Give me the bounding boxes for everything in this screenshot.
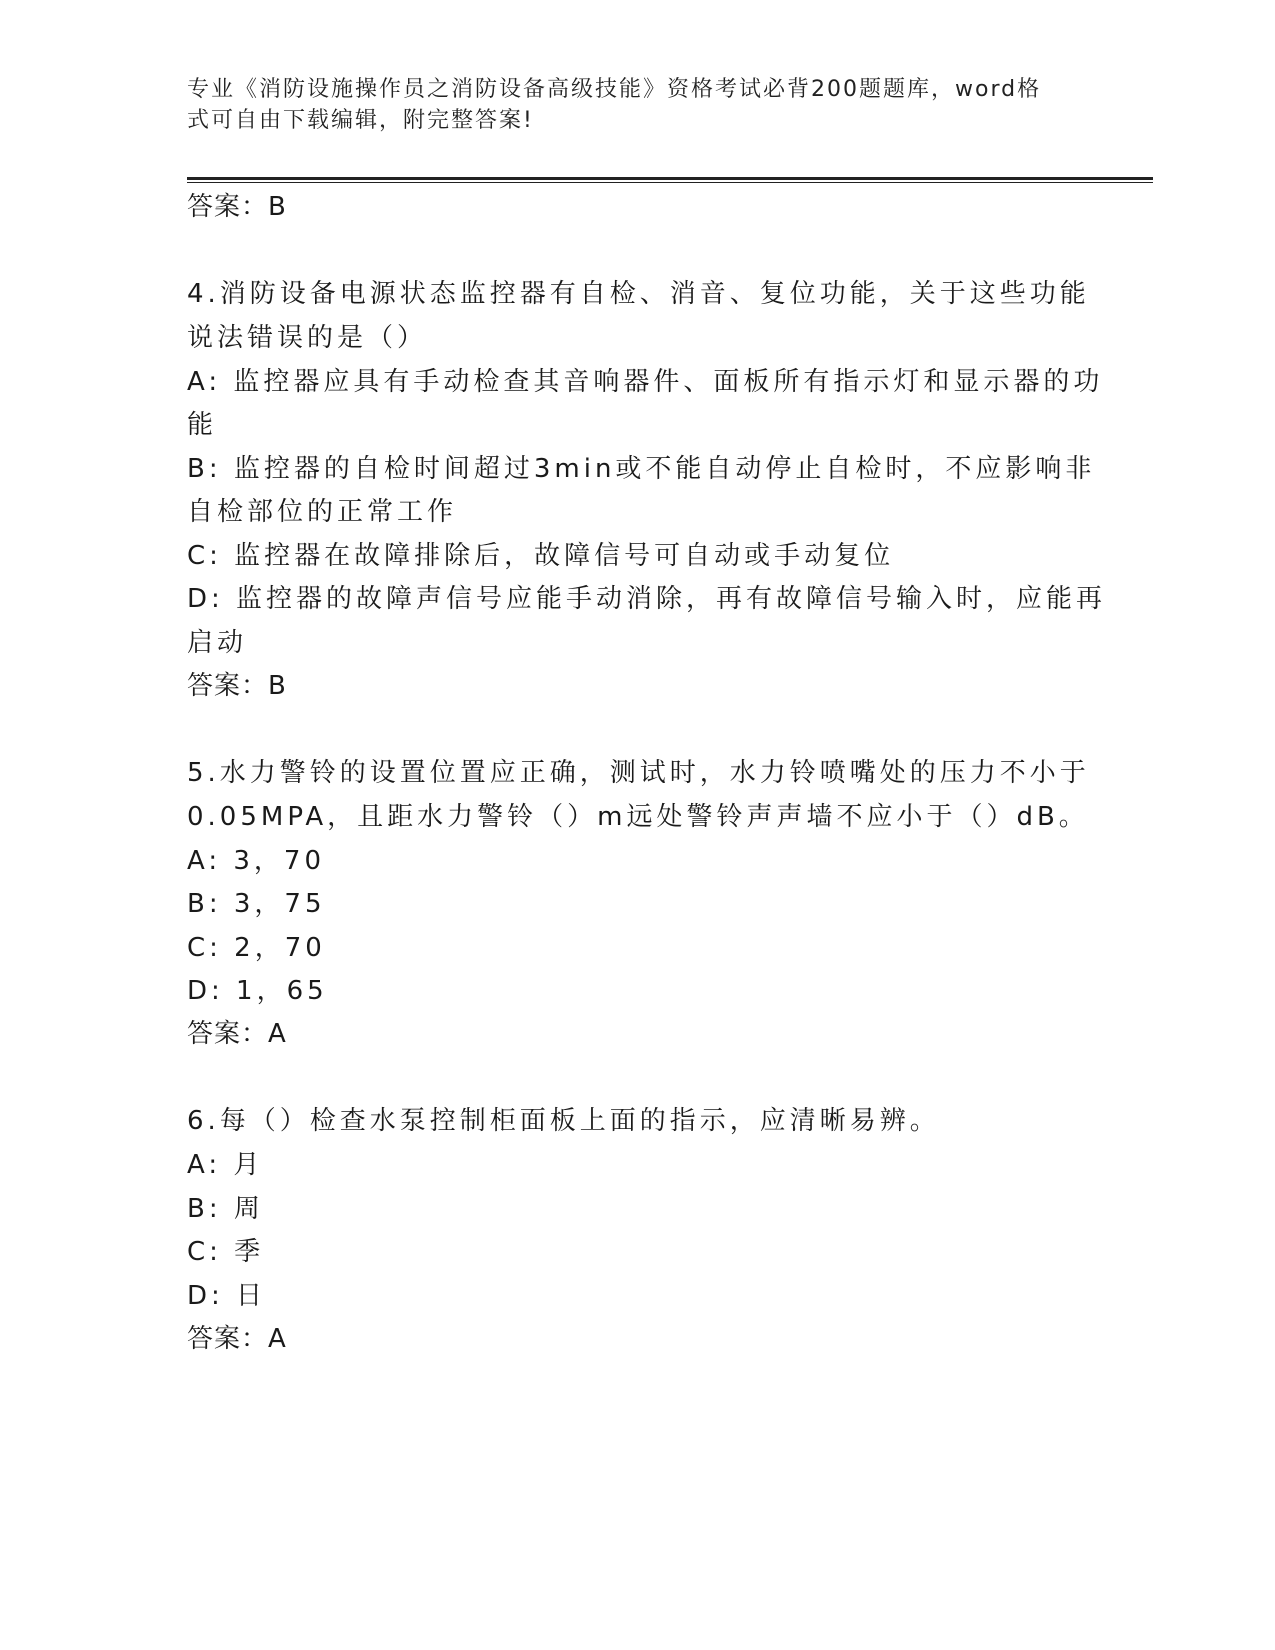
question-5-stem-line-1: 5.水力警铃的设置位置应正确，测试时，水力铃喷嘴处的压力不小于 — [187, 758, 1090, 788]
question-6-option-b: B: 周 — [187, 1194, 264, 1224]
question-5-option-c: C: 2，70 — [187, 933, 326, 963]
header-title-line-2: 式可自由下载编辑，附完整答案! — [187, 108, 534, 133]
header-title-line-1: 专业《消防设施操作员之消防设备高级技能》资格考试必背200题题库，word格 — [187, 77, 1042, 102]
question-5-option-b: B: 3，75 — [187, 889, 326, 919]
question-6-stem: 6.每（）检查水泵控制柜面板上面的指示，应清晰易辨。 — [187, 1106, 940, 1136]
question-4-stem-line-1: 4.消防设备电源状态监控器有自检、消音、复位功能，关于这些功能 — [187, 279, 1090, 309]
question-4-option-c: C: 监控器在故障排除后，故障信号可自动或手动复位 — [187, 541, 895, 571]
question-4-answer: 答案：B — [187, 671, 287, 701]
question-5-stem-line-2: 0.05MPA，且距水力警铃（）m远处警铃声声墙不应小于（）dB。 — [187, 802, 1089, 832]
question-6-answer: 答案：A — [187, 1324, 287, 1354]
question-4-option-a-line-1: A: 监控器应具有手动检查其音响器件、面板所有指示灯和显示器的功 — [187, 367, 1104, 397]
question-4-option-b-line-2: 自检部位的正常工作 — [187, 497, 458, 527]
question-6-option-a: A: 月 — [187, 1150, 264, 1180]
document-header — [187, 74, 1087, 136]
question-6-option-d: D: 日 — [187, 1281, 267, 1311]
question-5-answer: 答案：A — [187, 1019, 287, 1049]
question-4-stem-line-2: 说法错误的是（） — [187, 323, 428, 353]
header-divider-thick — [187, 177, 1153, 180]
question-6-option-c: C: 季 — [187, 1237, 265, 1267]
previous-answer: 答案：B — [187, 192, 287, 222]
question-4-option-b-line-1: B: 监控器的自检时间超过3min或不能自动停止自检时，不应影响非 — [187, 454, 1096, 484]
question-4-option-d-line-2: 启动 — [187, 628, 248, 658]
question-5-option-d: D: 1，65 — [187, 976, 328, 1006]
question-4-option-a-line-2: 能 — [187, 410, 218, 440]
question-5-option-a: A: 3，70 — [187, 846, 325, 876]
question-4-option-d-line-1: D: 监控器的故障声信号应能手动消除，再有故障信号输入时，应能再 — [187, 584, 1107, 614]
header-divider-thin — [187, 182, 1153, 183]
